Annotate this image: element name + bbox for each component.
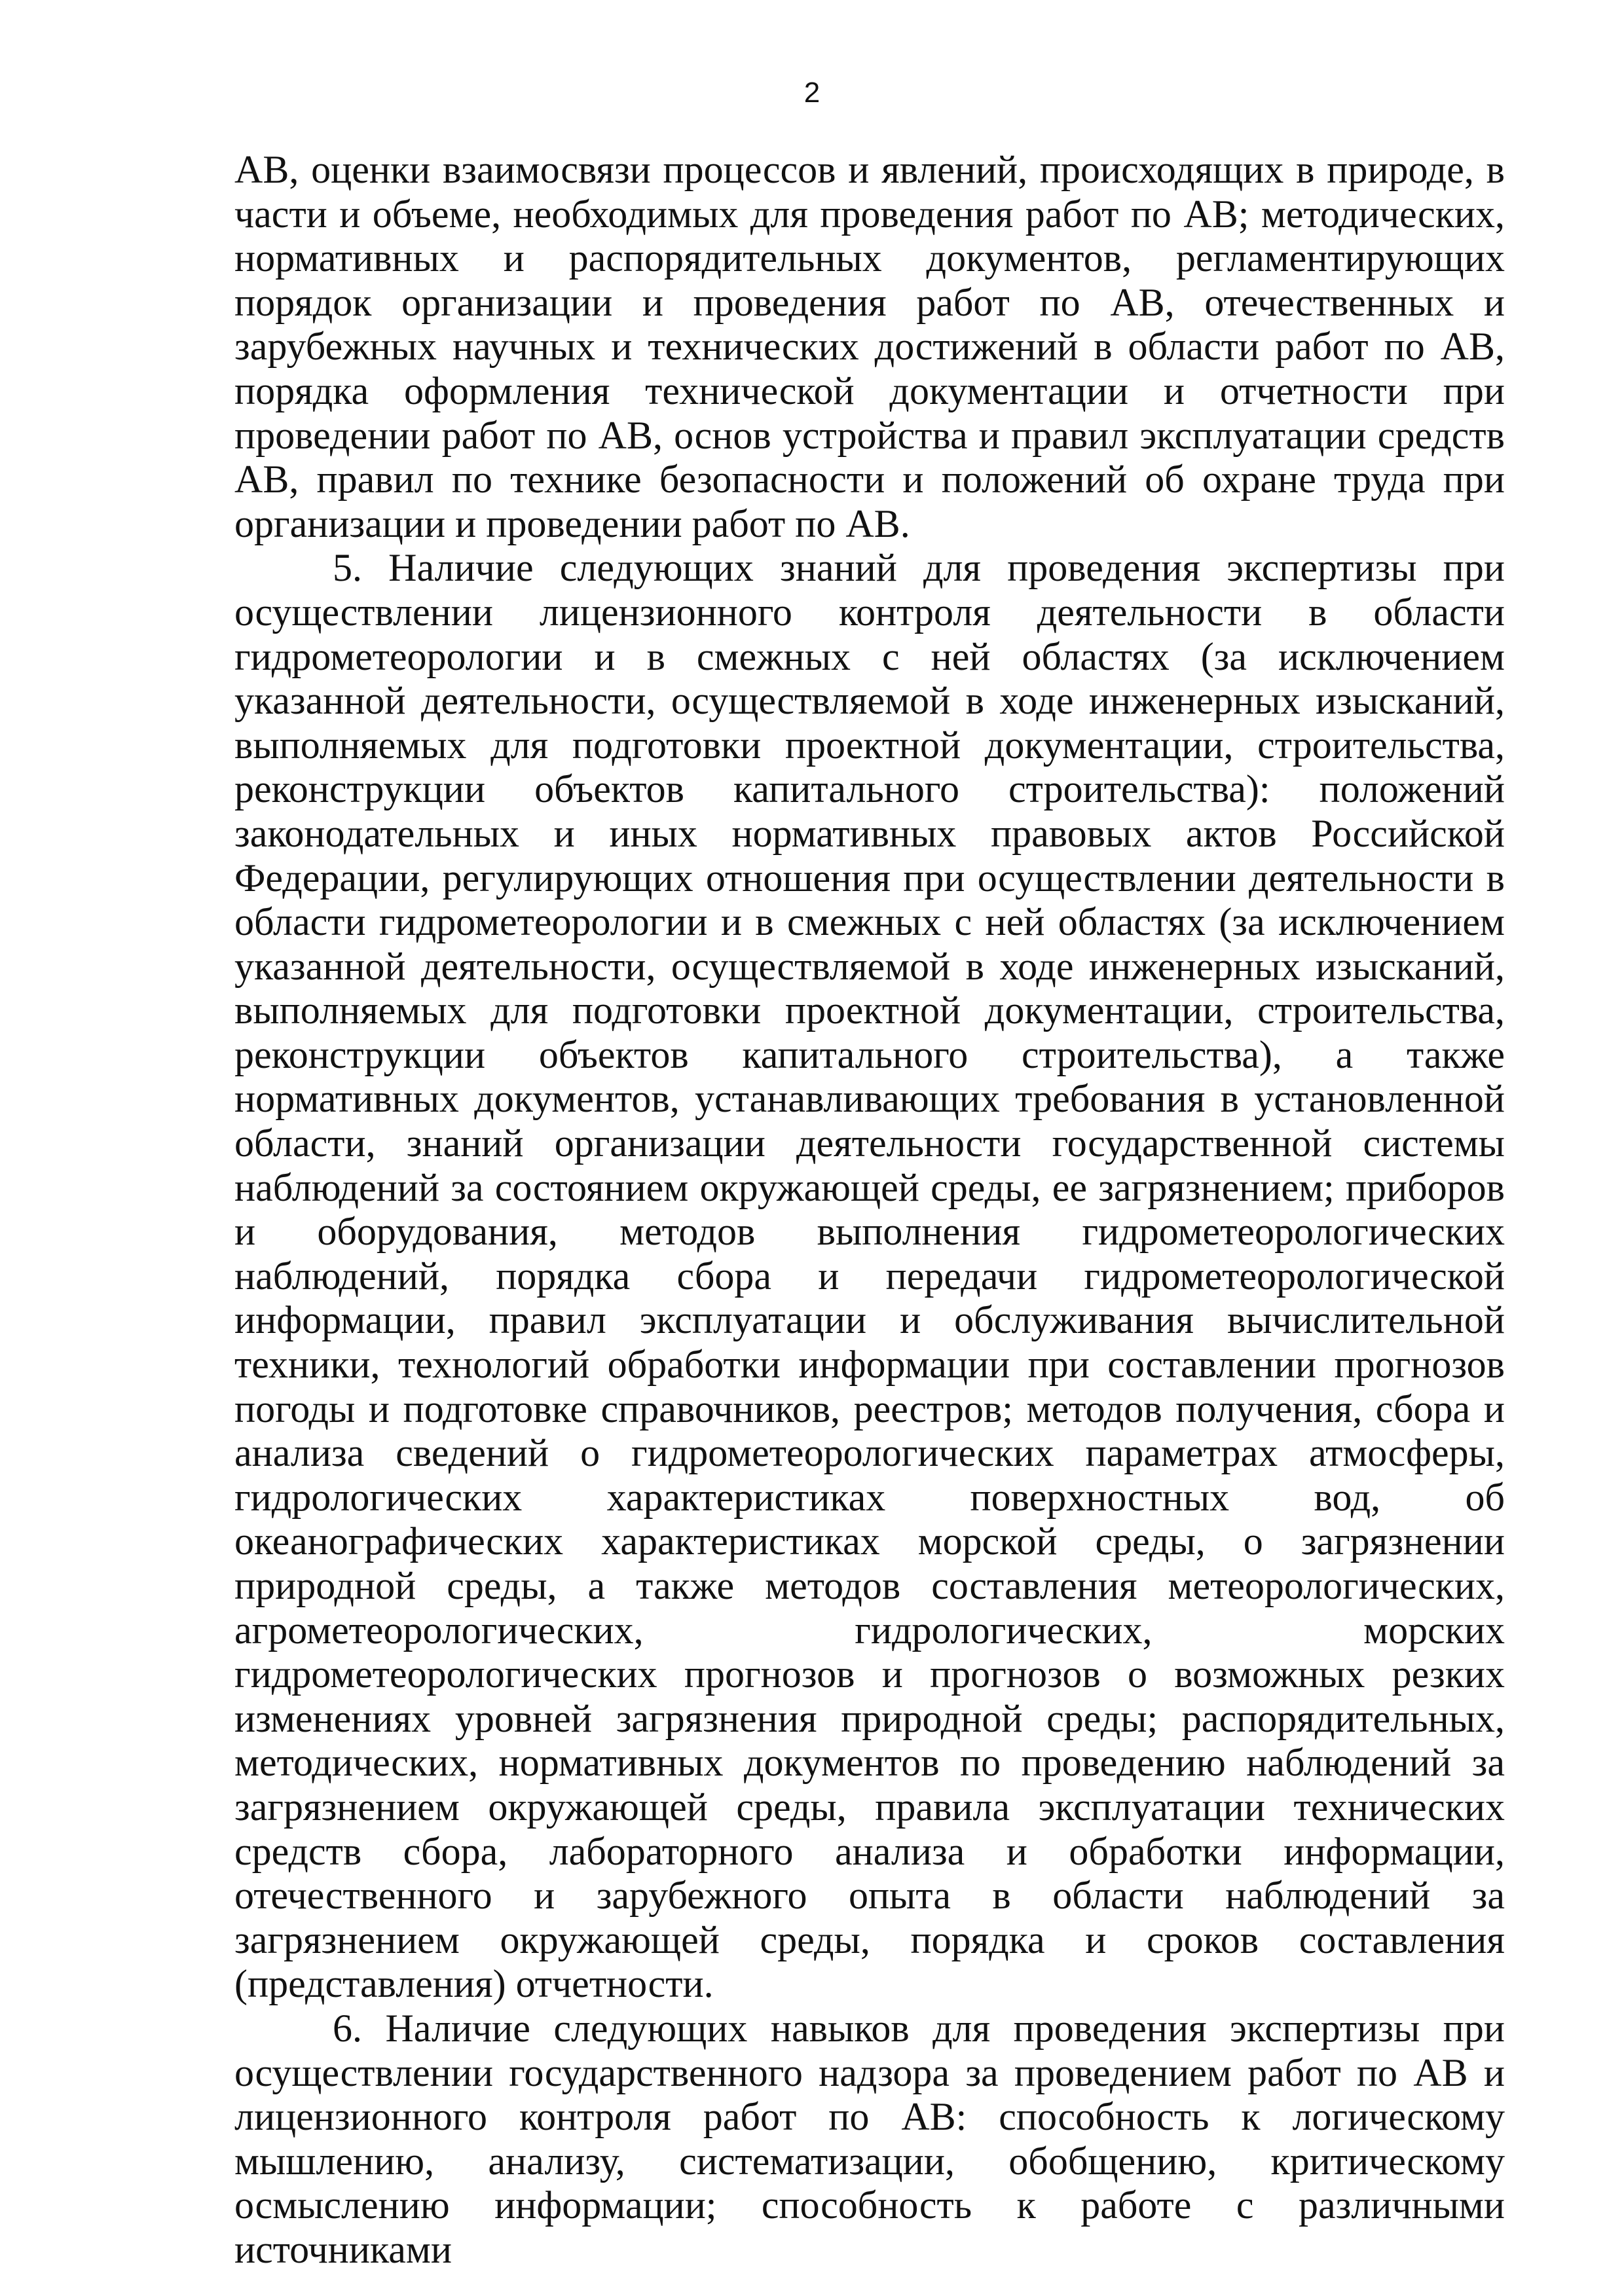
- paragraph-item-5: 5. Наличие следующих знаний для проведения экспертизы при осуществлении лицензионного контроля деятельности в области гидрометеорологии и в смежных с ней областях (за исключением указанной деятельности, осуществляемой в ходе инженерных изысканий, выполняемых для подготовки проектной документации, строительства, реконструкции объектов капитального строительства): положений законодательных и иных нормативных правовых актов Российской Федерации, регулирующих отношения при осуществлении деятельности в области гидрометеорологии и в смежных с ней областях (за исключением указанной деятельности, осуществляемой в ходе инженерных изысканий, выполняемых для подготовки проектной документации, строительства, реконструкции объектов капитального строительства), а также нормативных документов, устанавливающих требования в установленной области, знаний организации деятельности государственной системы наблюдений за состоянием окружающей среды, ее загрязнением; приборов и оборудования, методов выполнения гидрометеорологических наблюдений, порядка сбора и передачи гидрометеорологической информации, правил эксплуатации и обслуживания вычислительной техники, технологий обработки информации при составлении прогнозов погоды и подготовке справочников, реестров; методов получения, сбора и анализа сведений о гидрометеорологических параметрах атмосферы, гидрологических характеристиках поверхностных вод, об океанографических характеристиках морской среды, о загрязнении природной среды, а также методов составления метеорологических, агрометеорологических, гидрологических, морских гидрометеорологических прогнозов и прогнозов о возможных резких изменениях уровней загрязнения природной среды; распорядительных, методических, нормативных документов по проведению наблюдений за загрязнением окружающей среды, правила эксплуатации технических средств сбора, лабораторного анализа и обработки информации, отечественного и зарубежного опыта в области наблюдений за загрязнением окружающей среды, порядка и сроков составления (представления) отчетности.: [234, 546, 1505, 2006]
- paragraph-item-6: 6. Наличие следующих навыков для проведения экспертизы при осуществлении государственного надзора за проведением работ по АВ и лицензионного контроля работ по АВ: способность к логическому мышлению, анализу, систематизации, обобщению, критическому осмыслению информации; способность к работе с различными источниками: [234, 2006, 1505, 2271]
- document-body: [234, 148, 1505, 2272]
- paragraph-continuation: АВ, оценки взаимосвязи процессов и явлений, происходящих в природе, в части и объеме, необходимых для проведения работ по АВ; методических, нормативных и распорядительных документов, регламентирующих порядок организации и проведения работ по АВ, отечественных и зарубежных научных и технических достижений в области работ по АВ, порядка оформления технической документации и отчетности при проведении работ по АВ, основ устройства и правил эксплуатации средств АВ, правил по технике безопасности и положений об охране труда при организации и проведении работ по АВ.: [234, 148, 1505, 545]
- page-number: 2: [803, 77, 821, 109]
